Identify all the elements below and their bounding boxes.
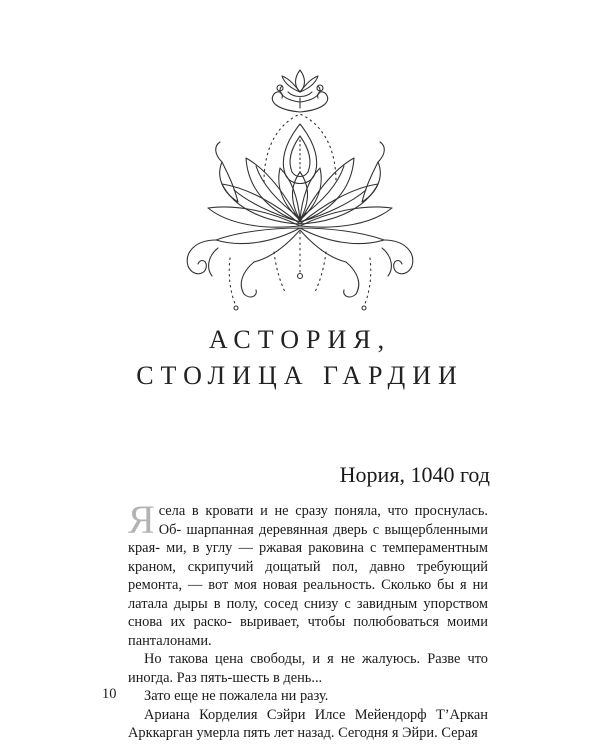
text-line: в полу, сосед снизу с завидным упорством снова их раско- (128, 595, 489, 630)
paragraph-2 (128, 650, 488, 687)
paragraph-1 (128, 497, 489, 650)
text-line: ми, в углу — ржавая раковина с темпераментным краном, (128, 540, 488, 575)
text-line: вот моя новая реальность. Сколько бы я ни латала дыры (128, 577, 488, 612)
drop-cap: Я (128, 497, 155, 542)
text-line: Но такова цена свободы, и я не жалуюсь. Разве что (144, 651, 488, 667)
text-line: скрипучий дощатый пол, давно требующий ремонта, — (128, 558, 488, 593)
chapter-title-line-1: АСТОРИЯ, (208, 325, 392, 354)
chapter-title-line-2: СТОЛИЦА ГАРДИИ (136, 361, 464, 390)
chapter-title (0, 322, 600, 394)
body-text (128, 497, 489, 743)
text-line: иногда. Раз пять-шесть в день... (128, 669, 323, 686)
lotus-ornament-icon (178, 62, 422, 312)
paragraph-4 (128, 706, 488, 743)
lotus-ornament (178, 62, 422, 312)
page-number: 10 (102, 686, 117, 702)
text-line: выривает, чтобы полюбоваться моими панталонами. (128, 614, 488, 649)
section-heading: Нория, 1040 год (339, 462, 490, 487)
paragraph-3: Зато еще не пожалела ни разу. (144, 688, 329, 704)
text-line: шарпанная деревянная дверь с выщербленными края- (128, 521, 488, 556)
text-line: Арккарган умерла пять лет назад. Сегодня я Эйри. Серая (128, 725, 478, 741)
text-line: Ариана Корделия Сэйри Илсе Мейендорф Т’Аркан (144, 706, 488, 723)
text-line: села в кровати и не сразу поняла, что проснулась. Об- (158, 503, 488, 538)
